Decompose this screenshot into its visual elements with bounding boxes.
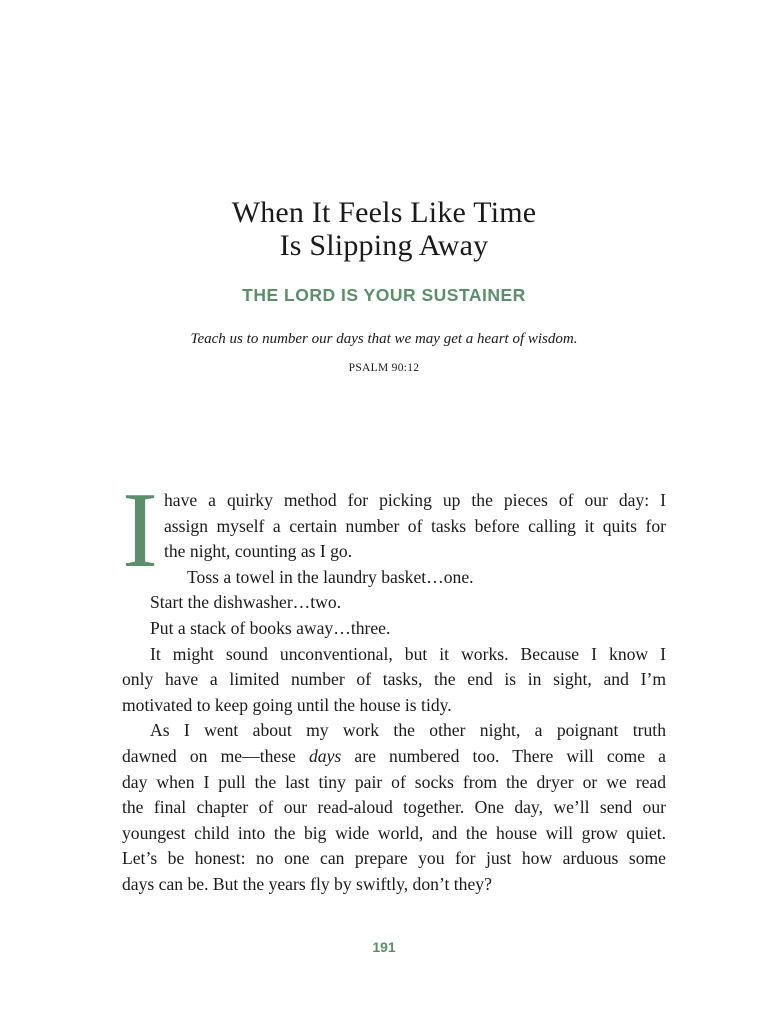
text-line: As I went about my work the other night, a poignant truth — [150, 720, 666, 741]
chapter-subtitle: THE LORD IS YOUR SUSTAINER — [242, 285, 526, 305]
chapter-title — [0, 196, 768, 262]
paragraph-6 — [122, 718, 666, 897]
text-line — [122, 744, 666, 770]
text-line: It might sound unconventional, but it works. Because I know I — [150, 643, 666, 664]
chapter-title-line-2: Is Slipping Away — [279, 229, 489, 262]
body-text — [122, 471, 666, 898]
paragraph-5 — [122, 642, 666, 719]
drop-cap: I — [122, 471, 158, 590]
text-segment: dawned on me—these — [122, 745, 309, 766]
text-line: only have a limited number of tasks, the end is in sight, and I’m — [122, 669, 666, 690]
paragraph-4: Put a stack of books away…three. — [150, 617, 391, 638]
text-line: the night, counting as I go. — [164, 541, 353, 562]
paragraph-3: Start the dishwasher…two. — [150, 592, 342, 613]
text-line: days can be. But the years fly by swiftly, don’t they? — [122, 873, 492, 894]
text-line: assign myself a certain number of tasks before calling it quits for — [164, 515, 666, 536]
text-line: youngest child into the big wide world, and the house will grow quiet. — [122, 822, 666, 843]
page-number: 191 — [372, 939, 396, 955]
text-line: day when I pull the last tiny pair of socks from the dryer or we read — [122, 771, 666, 792]
text-line: have a quirky method for picking up the pieces of our day: I — [164, 490, 666, 510]
paragraph-2: Toss a towel in the laundry basket…one. — [187, 566, 474, 587]
emphasis-days: days — [309, 745, 342, 766]
text-line: motivated to keep going until the house is tidy. — [122, 694, 452, 715]
text-line: the final chapter of our read-aloud together. One day, we’ll send our — [122, 797, 666, 818]
chapter-title-line-1: When It Feels Like Time — [231, 196, 537, 229]
epigraph-reference: PSALM 90:12 — [348, 362, 420, 374]
text-line: Let’s be honest: no one can prepare you for just how arduous some — [122, 848, 666, 869]
text-segment: are numbered too. There will come a — [341, 745, 666, 766]
epigraph-quote: Teach us to number our days that we may get a heart of wisdom. — [190, 331, 578, 347]
